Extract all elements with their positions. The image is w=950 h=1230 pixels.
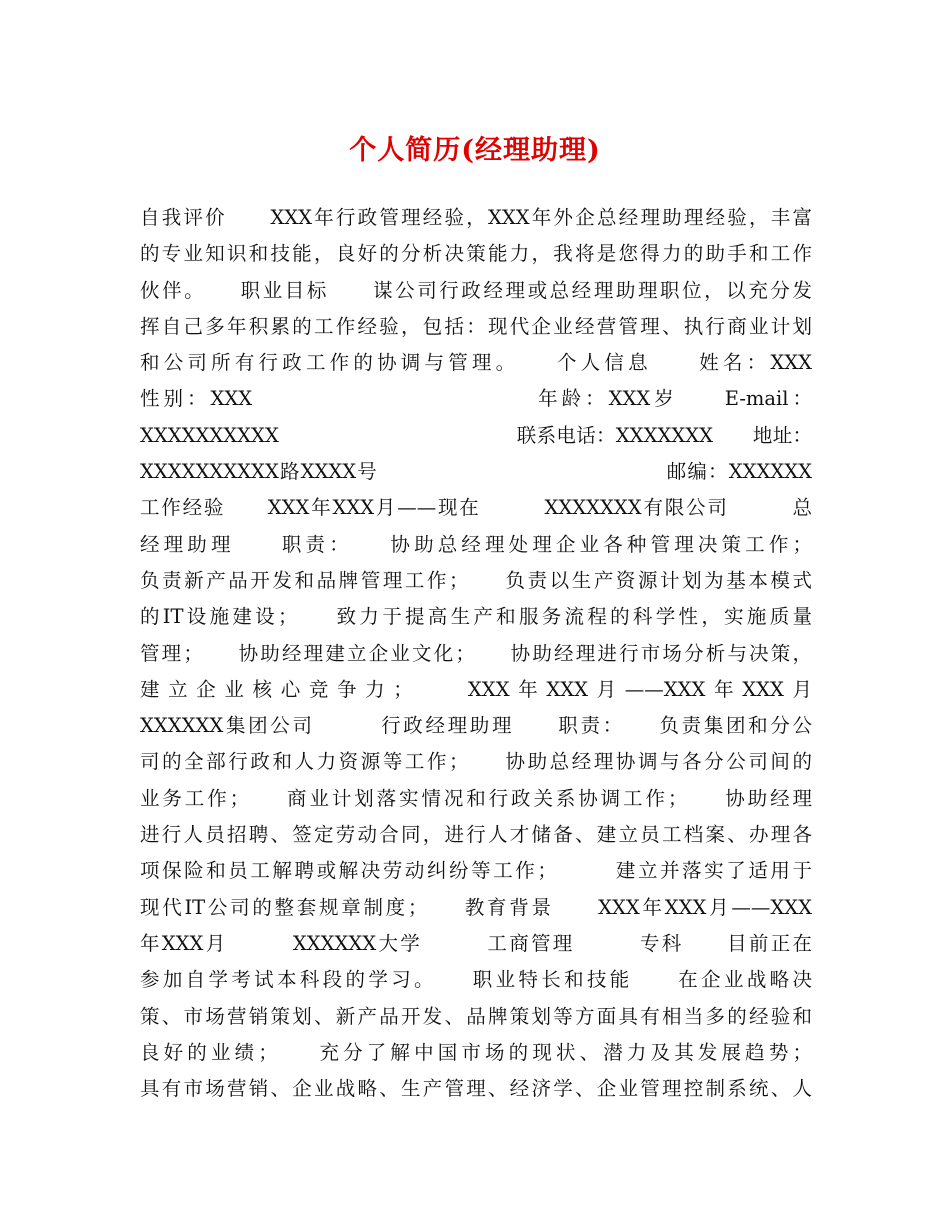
body-line: 业务工作； 商业计划落实情况和行政关系协调工作； 协助经理 xyxy=(140,786,812,810)
body-line: 工作经验 XXX年XXX月——现在 XXXXXXX有限公司 总 xyxy=(140,496,812,520)
body-line: 伙伴。 职业目标 谋公司行政经理或总经理助理职位，以充分发 xyxy=(140,278,812,302)
body-line: 的专业知识和技能，良好的分析决策能力，我将是您得力的助手和工作 xyxy=(140,242,812,266)
body-line: 年XXX月 XXXXXX大学 工商管理 专科 目前正在 xyxy=(140,931,812,955)
body-line: 性别：XXX 年龄：XXX岁 E-mail： xyxy=(140,387,812,411)
body-line: 项保险和员工解聘或解决劳动纠纷等工作； 建立并落实了适用于 xyxy=(140,859,812,883)
body-line: XXXXXXXXXX路XXXX号 邮编：XXXXXX xyxy=(140,460,812,484)
body-line: 挥自己多年积累的工作经验，包括：现代企业经营管理、执行商业计划 xyxy=(140,314,812,338)
body-line: 经理助理 职责： 协助总经理处理企业各种管理决策工作； xyxy=(140,532,812,556)
body-line: 的IT设施建设； 致力于提高生产和服务流程的科学性，实施质量 xyxy=(140,605,812,629)
document-title: 个人简历(经理助理) xyxy=(349,135,601,166)
body-line: 管理； 协助经理建立企业文化； 协助经理进行市场分析与决策， xyxy=(140,641,812,665)
document-body xyxy=(140,200,812,1107)
body-line: 司的全部行政和人力资源等工作； 协助总经理协调与各分公司间的 xyxy=(140,750,812,774)
body-line: 和公司所有行政工作的协调与管理。 个人信息 姓名：XXX xyxy=(140,351,812,375)
body-line: 自我评价 XXX年行政管理经验，XXX年外企总经理助理经验，丰富 xyxy=(140,206,812,229)
body-line: 具有市场营销、企业战略、生产管理、经济学、企业管理控制系统、人 xyxy=(140,1077,812,1101)
body-line: XXXXXX集团公司 行政经理助理 职责： 负责集团和分公 xyxy=(140,714,812,738)
body-line: 参加自学考试本科段的学习。 职业特长和技能 在企业战略决 xyxy=(140,968,812,992)
body-line: 进行人员招聘、签定劳动合同，进行人才储备、建立员工档案、办理各 xyxy=(140,823,812,847)
body-line: 负责新产品开发和品牌管理工作； 负责以生产资源计划为基本模式 xyxy=(140,568,812,592)
body-line: 现代IT公司的整套规章制度； 教育背景 XXX年XXX月——XXX xyxy=(140,895,812,919)
body-line: 策、市场营销策划、新产品开发、品牌策划等方面具有相当多的经验和 xyxy=(140,1004,812,1028)
body-line: 建立企业核心竞争力； XXX年XXX月——XXX年XXX月 xyxy=(140,677,812,701)
body-line: 良好的业绩； 充分了解中国市场的现状、潜力及其发展趋势； xyxy=(140,1040,812,1064)
body-line: XXXXXXXXXX 联系电话：XXXXXXX 地址： xyxy=(140,423,812,447)
